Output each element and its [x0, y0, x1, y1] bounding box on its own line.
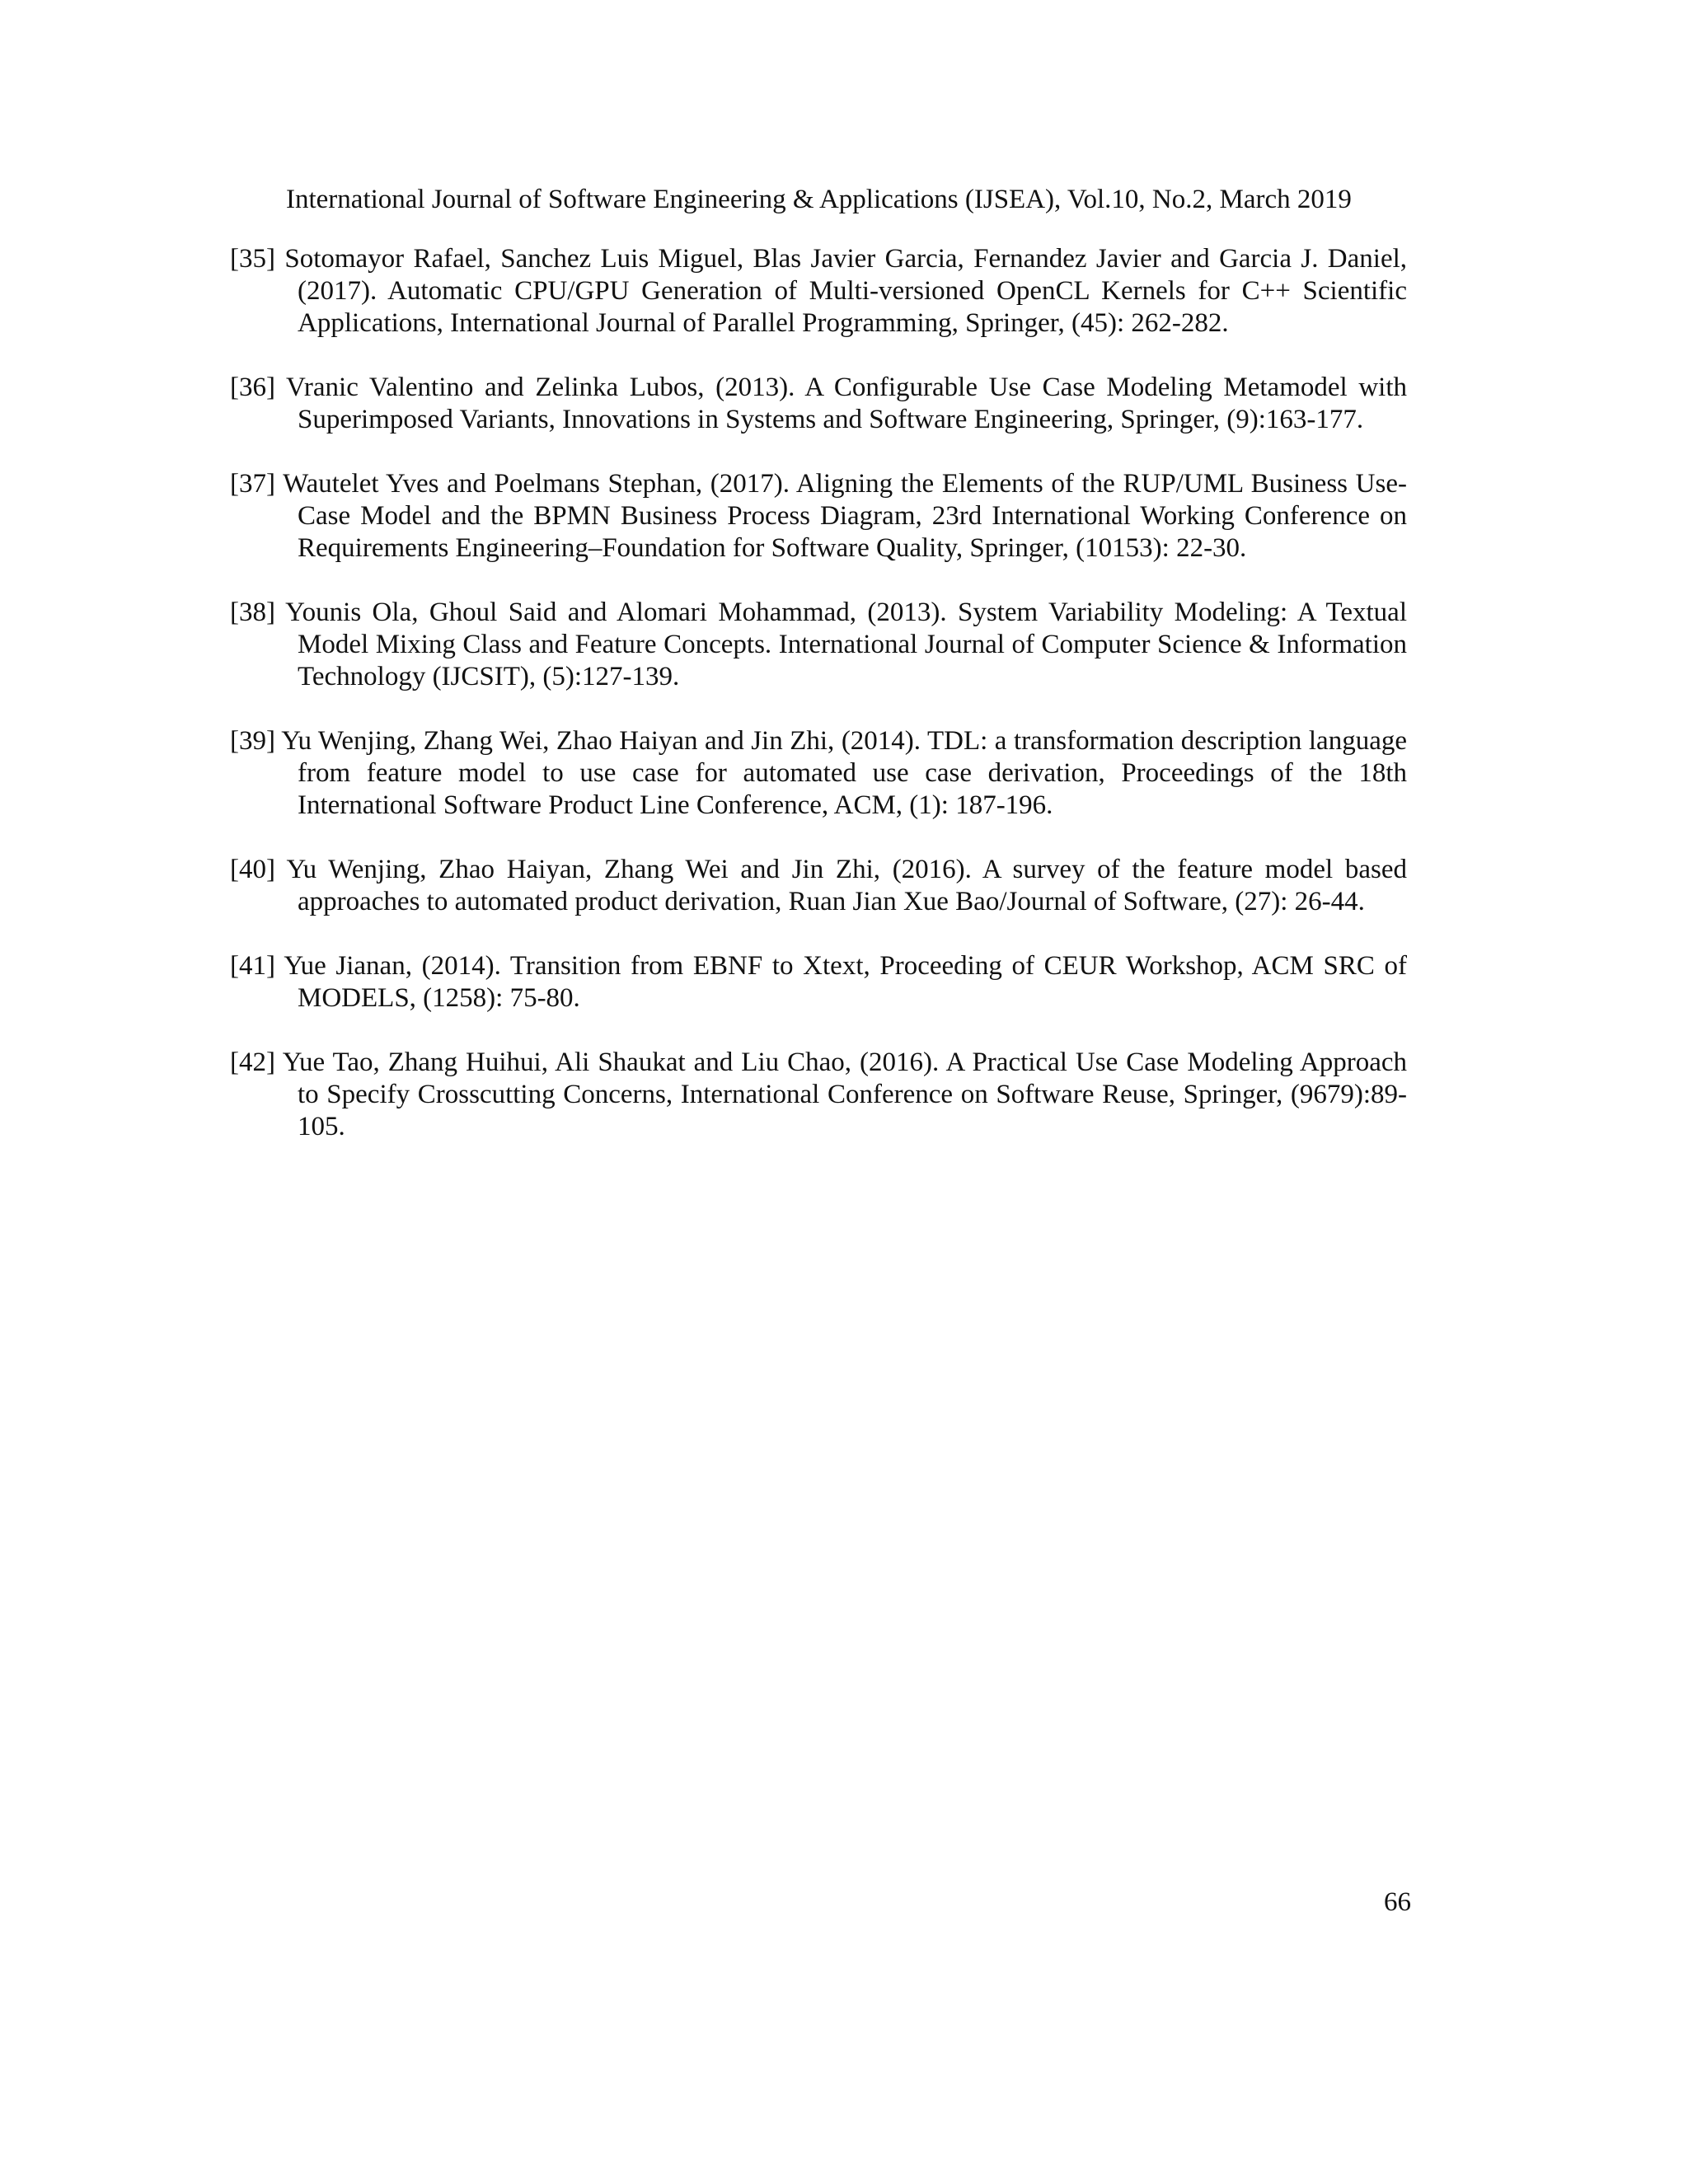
- reference-number: [38]: [230, 598, 275, 627]
- reference-text: Yue Jianan, (2014). Transition from EBNF to Xtext, Proceeding of CEUR Workshop, ACM SRC of MODELS, (1258): 75-80.: [284, 951, 1407, 1013]
- reference-number: [40]: [230, 855, 275, 884]
- running-header: International Journal of Software Engineering & Applications (IJSEA), Vol.10, No.2, March 2019: [286, 185, 1352, 214]
- reference-text: Yu Wenjing, Zhao Haiyan, Zhang Wei and Jin Zhi, (2016). A survey of the feature model based approaches to automated product derivation, Ruan Jian Xue Bao/Journal of Software, (27): 26-44.: [286, 855, 1407, 916]
- reference-entry: [230, 597, 1407, 693]
- reference-number: [39]: [230, 726, 275, 756]
- reference-text: Vranic Valentino and Zelinka Lubos, (2013). A Configurable Use Case Modeling Metamodel with Superimposed Variants, Innovations in Systems and Software Engineering, Springer, (9):163-177.: [286, 373, 1408, 434]
- reference-text: Sotomayor Rafael, Sanchez Luis Miguel, Blas Javier Garcia, Fernandez Javier and Garcia J. Daniel, (2017). Automatic CPU/GPU Generation of Multi-versioned OpenCL Kernels for C++ Scientific Applications, International Journal of Parallel Programming, Springer, (45): 262-282.: [284, 244, 1408, 338]
- reference-text: Yue Tao, Zhang Huihui, Ali Shaukat and Liu Chao, (2016). A Practical Use Case Modeling Approach to Specify Crosscutting Concerns, International Conference on Software Reuse, Springer, (9679):89-105.: [282, 1047, 1407, 1141]
- reference-entry: [230, 243, 1407, 340]
- page-number: 66: [1384, 1887, 1411, 1917]
- reference-number: [35]: [230, 244, 275, 274]
- reference-number: [36]: [230, 373, 275, 402]
- reference-entry: [230, 725, 1407, 822]
- reference-entry: [230, 1047, 1407, 1143]
- reference-entry: [230, 950, 1407, 1015]
- reference-entry: [230, 372, 1407, 436]
- reference-text: Yu Wenjing, Zhang Wei, Zhao Haiyan and Jin Zhi, (2014). TDL: a transformation description language from feature model to use case for automated use case derivation, Proceedings of the 18th International Software Product Line Conference, ACM, (1): 187-196.: [281, 726, 1407, 820]
- reference-entry: [230, 468, 1407, 565]
- reference-text: Younis Ola, Ghoul Said and Alomari Mohammad, (2013). System Variability Modeling: A Textual Model Mixing Class and Feature Concepts. International Journal of Computer Science & Information Technology (IJCSIT), (5):127-139.: [285, 598, 1407, 691]
- reference-number: [42]: [230, 1047, 275, 1077]
- reference-list: [230, 243, 1407, 1175]
- reference-text: Wautelet Yves and Poelmans Stephan, (2017). Aligning the Elements of the RUP/UML Business Use-Case Model and the BPMN Business Process Diagram, 23rd International Working Conference on Requirements Engineering–Foundation for Software Quality, Springer, (10153): 22-30.: [283, 469, 1407, 563]
- reference-number: [37]: [230, 469, 275, 499]
- reference-number: [41]: [230, 951, 275, 981]
- reference-entry: [230, 854, 1407, 918]
